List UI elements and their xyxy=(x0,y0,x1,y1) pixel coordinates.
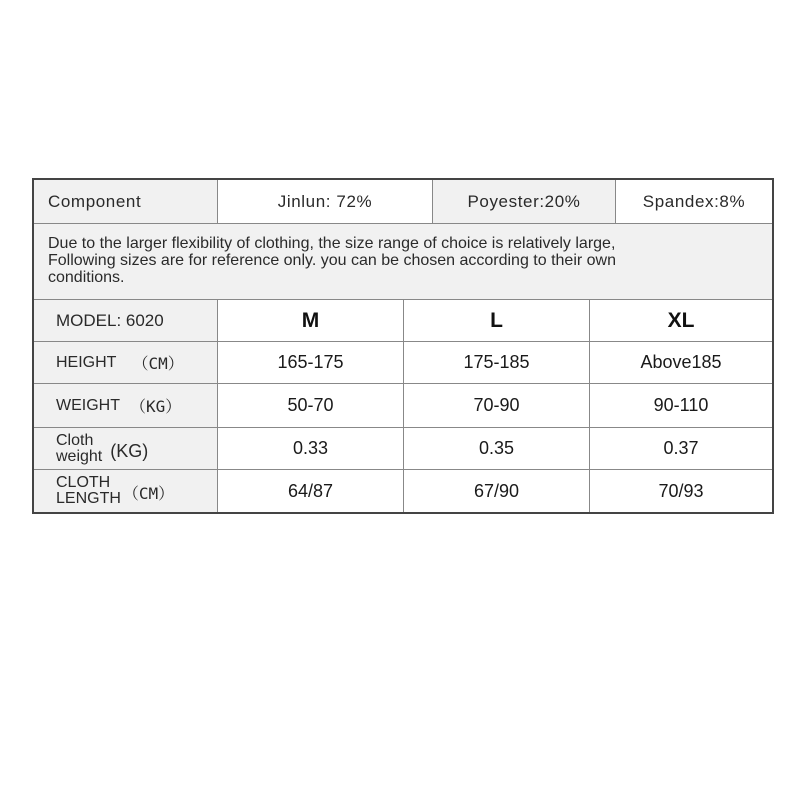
size-note xyxy=(34,224,772,300)
cloth-length-xl: 70/93 xyxy=(658,480,704,501)
table-row xyxy=(34,342,772,384)
composition-row xyxy=(34,180,772,224)
cloth-weight-line2: weight xyxy=(56,447,103,465)
size-header-row xyxy=(34,300,772,342)
cloth-length-line1: CLOTH xyxy=(56,474,111,491)
cloth-weight-m: 0.33 xyxy=(218,428,404,470)
spandex-percentage: Spandex:8% xyxy=(616,180,772,224)
weight-l: 70-90 xyxy=(404,384,590,428)
cloth-length-label xyxy=(34,470,218,512)
note-line-2: Following sizes are for reference only. you can be chosen according to their own xyxy=(48,252,617,269)
jinlun-percentage: Jinlun: 72% xyxy=(218,180,433,224)
height-xl: Above185 xyxy=(590,342,772,384)
size-m-header: M xyxy=(218,300,404,342)
cloth-length-label-stack xyxy=(56,475,121,507)
table-row xyxy=(34,428,772,470)
model-label: MODEL: 6020 xyxy=(34,300,218,342)
height-label xyxy=(34,342,218,384)
cloth-weight-l: 0.35 xyxy=(404,428,590,470)
size-chart xyxy=(32,178,774,514)
height-m: 165-175 xyxy=(218,342,404,384)
cloth-weight-label xyxy=(34,428,218,470)
height-l: 175-185 xyxy=(404,342,590,384)
component-label: Component xyxy=(34,180,218,224)
weight-unit: （KG） xyxy=(130,397,182,416)
height-unit: （CM） xyxy=(132,354,184,373)
cloth-weight-line1: Cloth xyxy=(56,431,94,449)
cloth-length-unit: （CM） xyxy=(122,483,175,503)
weight-m: 50-70 xyxy=(218,384,404,428)
cloth-length-line2: LENGTH xyxy=(56,490,121,507)
polyester-percentage: Poyester:20% xyxy=(433,180,616,224)
note-line-1: Due to the larger flexibility of clothing, the size range of choice is relatively large, xyxy=(48,235,616,252)
table-row xyxy=(34,384,772,428)
weight-label xyxy=(34,384,218,428)
cloth-length-l: 67/90 xyxy=(404,470,590,512)
note-line-3: conditions. xyxy=(48,269,125,286)
cloth-weight-xl: 0.37 xyxy=(590,428,772,470)
size-xl-header: XL xyxy=(590,300,772,342)
table-row xyxy=(34,470,772,512)
height-label-text: HEIGHT xyxy=(56,353,117,371)
cloth-weight-label-stack xyxy=(56,433,102,465)
size-l-header: L xyxy=(404,300,590,342)
weight-label-text: WEIGHT xyxy=(56,396,120,414)
weight-xl: 90-110 xyxy=(590,384,772,428)
cloth-length-m: 64/87 xyxy=(218,470,404,512)
cloth-weight-unit: (KG) xyxy=(110,441,149,461)
